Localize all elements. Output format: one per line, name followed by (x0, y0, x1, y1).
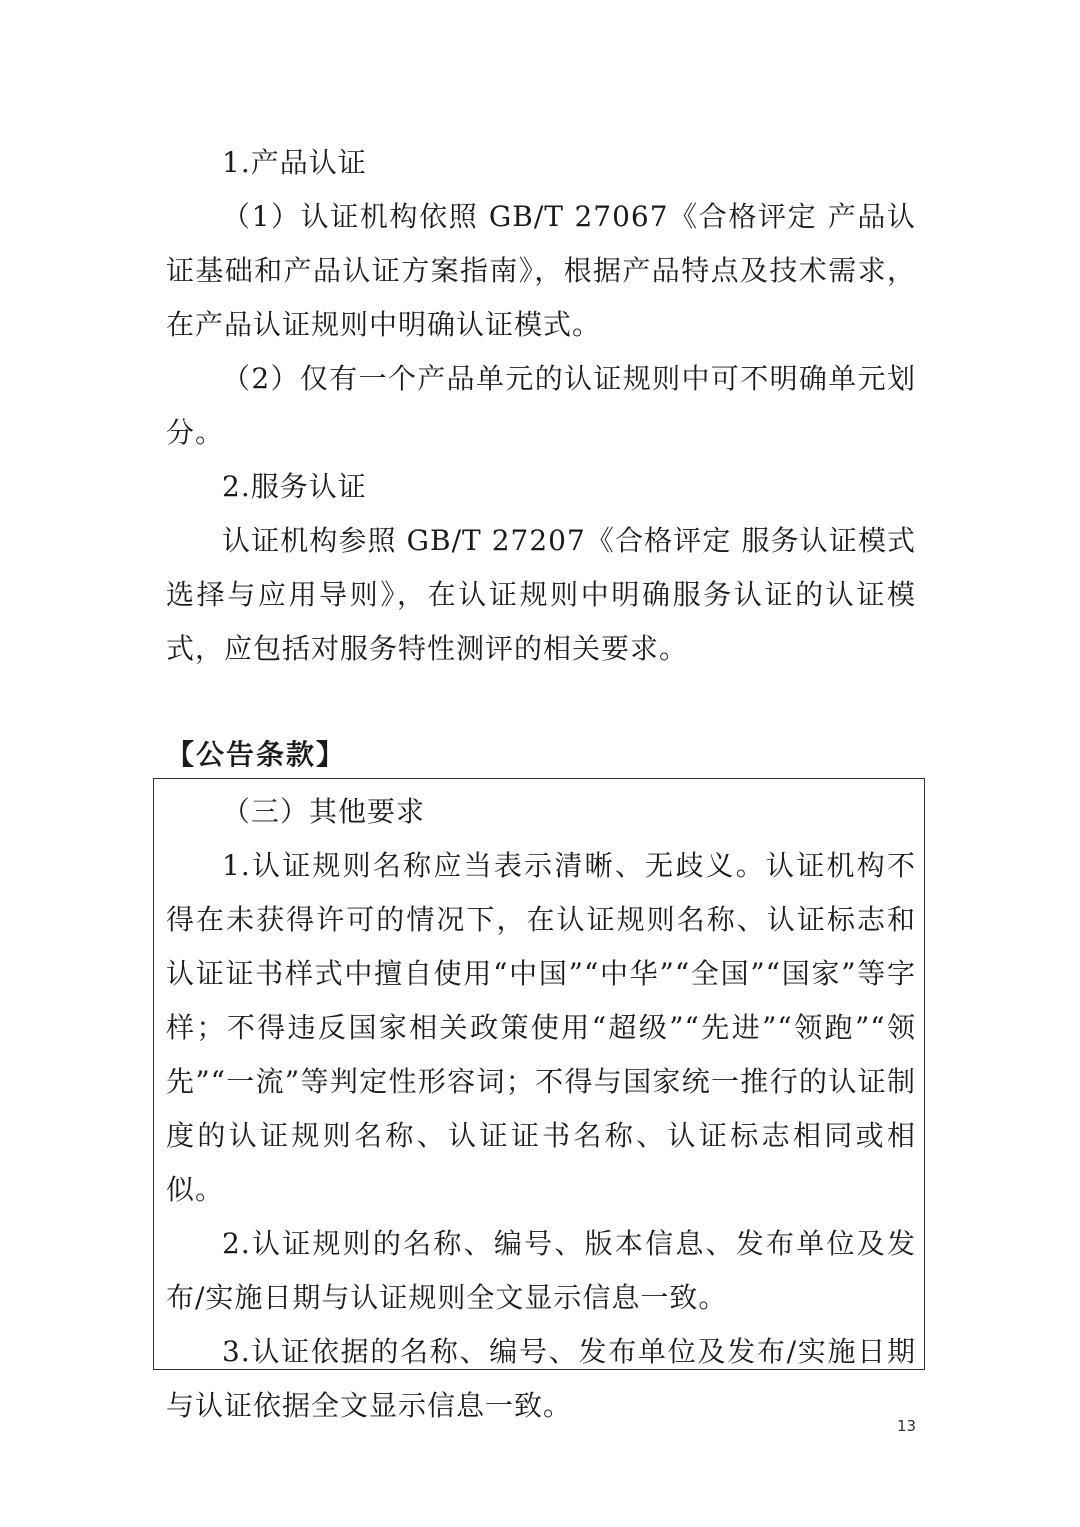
page-number: 13 (897, 1417, 917, 1435)
product-certification-item-1: （1）认证机构依照 GB/T 27067《合格评定 产品认证基础和产品认证方案指南》，根据产品特点及技术需求，在产品认证规则中明确认证模式。 (166, 200, 916, 341)
product-certification-heading: 1.产品认证 (222, 146, 367, 179)
service-certification-heading: 2.服务认证 (222, 470, 367, 503)
notice-clause-content (166, 785, 916, 1433)
notice-clause-heading: 【公告条款】 (166, 738, 347, 771)
requirement-item-3: 3.认证依据的名称、编号、发布单位及发布/实施日期与认证依据全文显示信息一致。 (166, 1335, 916, 1422)
requirement-item-2: 2.认证规则的名称、编号、版本信息、发布单位及发布/实施日期与认证规则全文显示信息一致。 (166, 1227, 916, 1314)
main-content (166, 136, 916, 676)
service-certification-body: 认证机构参照 GB/T 27207《合格评定 服务认证模式选择与应用导则》，在认证规则中明确服务认证的认证模式，应包括对服务特性测评的相关要求。 (166, 524, 916, 665)
other-requirements-heading: （三）其他要求 (222, 795, 426, 828)
notice-clause-box (153, 778, 925, 1422)
requirement-item-1: 1.认证规则名称应当表示清晰、无歧义。认证机构不得在未获得许可的情况下，在认证规则名称、认证标志和认证证书样式中擅自使用“中国”“中华”“全国”“国家”等字样；不得违反国家相关政策使用“超级”“先进”“领跑”“领先”“一流”等判定性形容词；不得与国家统一推行的认证制度的认证规则名称、认证证书名称、认证标志相同或相似。 (166, 849, 916, 1206)
product-certification-item-2: （2）仅有一个产品单元的认证规则中可不明确单元划分。 (166, 362, 916, 449)
